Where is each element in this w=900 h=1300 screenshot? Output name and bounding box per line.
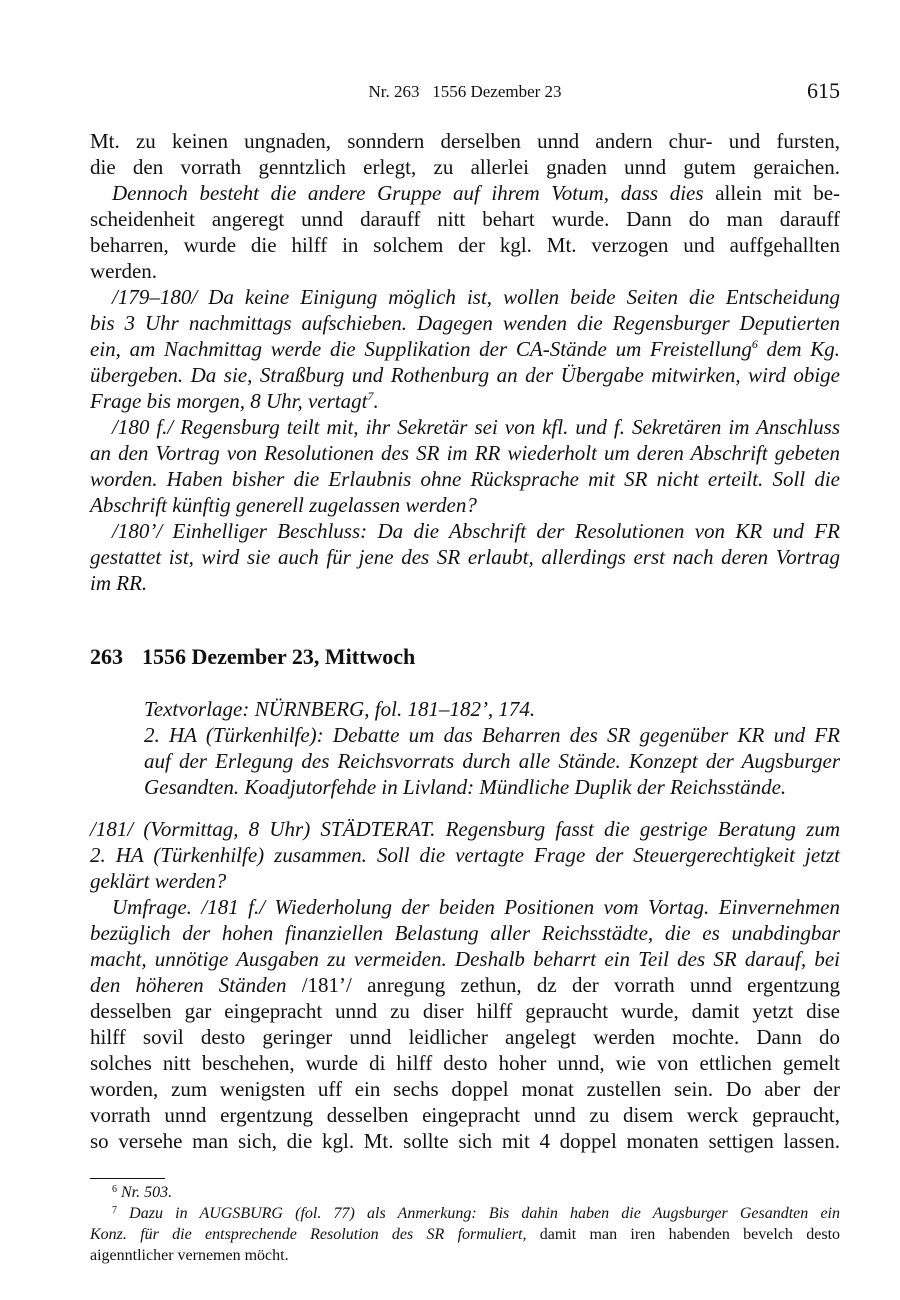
text-line: den höheren Ständen /181’/ anregung zethun, dz der vorrath unnd ergentzung [90,973,840,997]
text-line: /180 f./ Regensburg teilt mit, ihr Sekretär sei von kfl. und f. Sekretären im Anschluss [112,415,840,439]
text-line: Frage bis morgen, 8 Uhr, vertagt$^7$. [90,389,379,413]
summary-line: 2. HA (Türkenhilfe): Debatte um das Beharren des SR gegenüber KR und FR [144,723,840,747]
document-date: 1556 Dezember 23, Mittwoch [142,644,416,669]
text-line: macht, unnötige Ausgaben zu vermeiden. Deshalb beharrt ein Teil des SR darauf, bei [90,947,840,971]
text-line: Abschrift künftig generell zugelassen werden? [90,493,477,517]
text-line: Umfrage. /181 f./ Wiederholung der beiden Positionen vom Vortag. Einvernehmen [112,895,840,919]
footnote-ref-7[interactable]: 7 [367,389,374,403]
text-line: bis 3 Uhr nachmittags aufschieben. Dagegen wenden die Regensburger Deputierten [90,311,840,335]
text-line: übergeben. Da sie, Straßburg und Rothenburg an der Übergabe mitwirken, wird obige [90,363,840,387]
running-head [90,78,840,108]
text-line: im RR. [90,571,148,595]
text-line: /180’/ Einhelliger Beschluss: Da die Abschrift der Resolutionen von KR und FR [112,519,840,543]
text-line: gestattet ist, wird sie auch für jene des SR erlaubt, allerdings erst nach deren Vortrag [90,545,840,569]
document-heading [90,644,415,670]
text-line: 2. HA (Türkenhilfe) zusammen. Soll die vertagte Frage der Steuergerechtigkeit jetzt [90,843,840,867]
editorial-summary: Dennoch besteht die andere Gruppe auf ihrem Votum, dass dies [112,181,704,205]
text-line: vorrath unnd ergentzung desselben eingepracht unnd zu disem werck gepraucht, [90,1103,840,1127]
text-line: die den vorrath genntzlich erlegt, zu allerlei gnaden unnd gutem geraichen. [90,155,840,179]
summary-line: auf der Erlegung des Reichsvorrats durch alle Stände. Konzept der Augsburger [144,749,840,773]
running-head-title: Nr. 263 1556 Dezember 23 [368,82,562,101]
footnote-7-cont: Konz. für die entsprechende Resolution des SR formuliert, damit man iren habenden bevelch desto [90,1226,841,1243]
footnote-ref-6[interactable]: 6 [751,337,758,351]
text-line: solches nitt beschehen, wurde di hilff desto hoher unnd, wie von ettlichen gemelt [90,1051,840,1075]
footnote-6: $^6$ Nr. 503. [112,1184,173,1201]
text-line: hilff sovil desto geringer unnd leidlicher angelegt werden mochte. Dann do [90,1025,840,1049]
summary-line: Gesandten. Koadjutorfehde in Livland: Mündliche Duplik der Reichsstände. [144,775,787,799]
text-line: /179–180/ Da keine Einigung möglich ist, wollen beide Seiten die Entscheidung [112,285,840,309]
text-line: an den Vortrag von Resolutionen des SR im RR wiederholt um deren Abschrift gebeten [90,441,840,465]
text-line: /181/ (Vormittag, 8 Uhr) STÄDTERAT. Regensburg fasst die gestrige Beratung zum [90,817,840,841]
footnote-7-cont: aigenntlicher vernemen möcht. [90,1247,289,1264]
source-quote: allein mit be- [715,181,841,205]
text-line: beharren, wurde die hilff in solchem der kgl. Mt. verzogen und auffgehallten [90,233,840,257]
text-line: ein, am Nachmittag werde die Supplikation der CA-Stände um Freistellung$^6$ dem Kg. [90,337,841,361]
text-line: desselben gar eingepracht unnd zu diser hilff gepraucht wurde, damit yetzt dise [90,999,840,1023]
footnote-separator [90,1178,165,1179]
text-line: worden. Haben bisher die Erlaubnis ohne Rücksprache mit SR nicht erteilt. Soll die [90,467,840,491]
document-number: 263 [90,644,123,669]
text-line: bezüglich der hohen finanziellen Belastung aller Reichsstädte, die es unabdingbar [90,921,840,945]
text-line [90,180,840,206]
text-line: Mt. zu keinen ungnaden, sonndern derselben unnd andern chur- und fursten, [90,129,840,153]
text-line: worden, zum wenigsten uff ein sechs doppel monat zustellen sein. Do aber der [90,1077,840,1101]
page-number: 615 [807,78,840,103]
footnote-7: $^7$ Dazu in AUGSBURG (fol. 77) als Anmerkung: Bis dahin haben die Augsburger Gesandten ein [112,1205,840,1222]
text-line: geklärt werden? [90,869,227,893]
text-line: scheidenheit angeregt unnd darauff nitt behart wurde. Dann do man darauff [90,207,840,231]
source-line: Textvorlage: NÜRNBERG, fol. 181–182’, 174. [144,697,536,721]
text-line: werden. [90,259,158,283]
text-line: so versehe man sich, die kgl. Mt. sollte sich mit 4 doppel monaten settigen lassen. [90,1129,840,1153]
